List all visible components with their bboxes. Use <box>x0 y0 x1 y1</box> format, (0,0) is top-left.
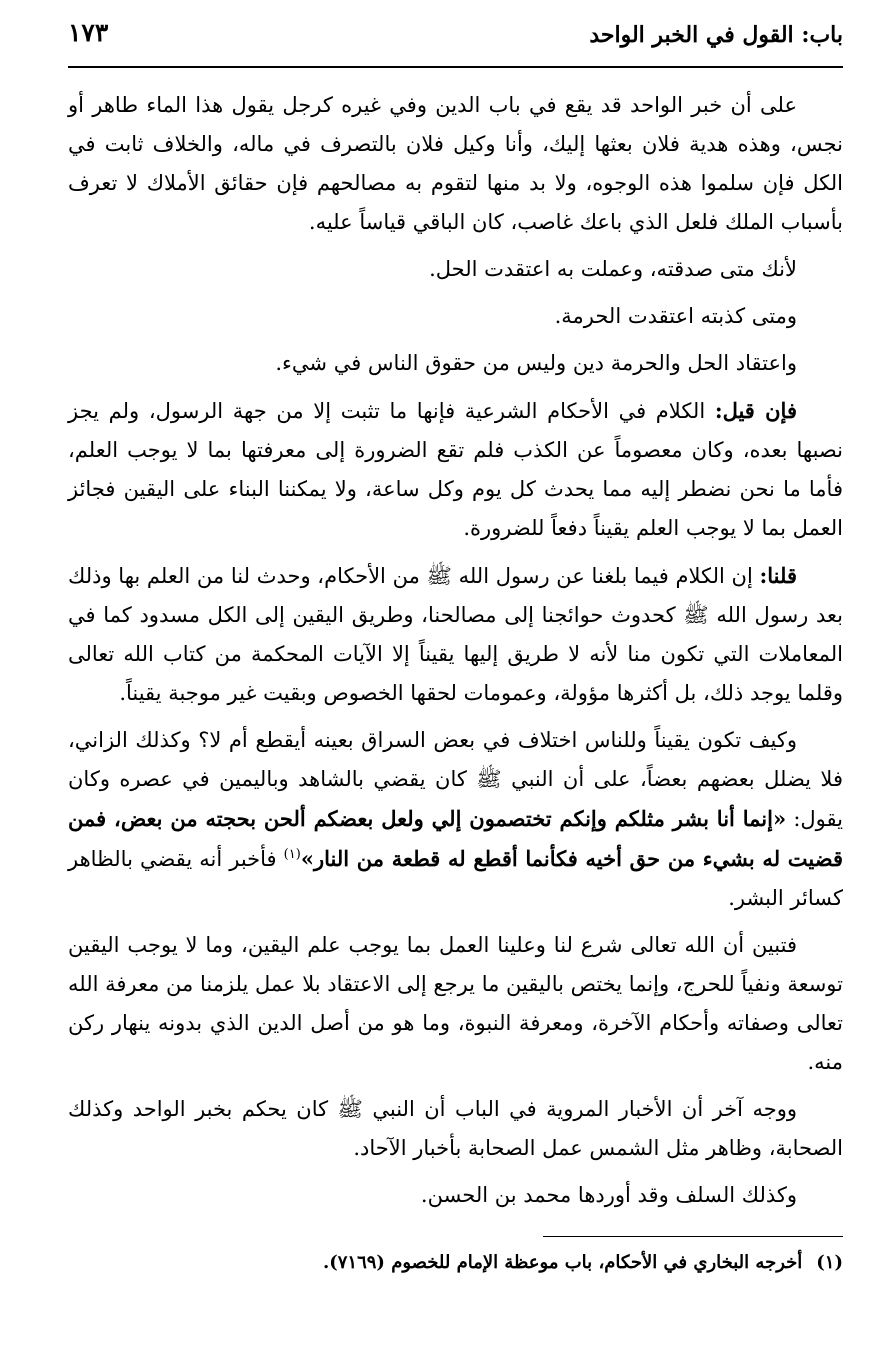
header-divider <box>68 66 843 68</box>
chapter-title: باب: القول في الخبر الواحد <box>589 22 843 48</box>
paragraph-8: فتبين أن الله تعالى شرع لنا وعلينا العمل بما يوجب علم اليقين، وما لا يوجب اليقين توسعة ونفياً للحرج، وإنما يختص باليقين ما يرجع إلى الاعتقاد بلا عمل يلزمنا من معرفة الله تعالى وصفاته وأحكام الآخرة، ومعرفة النبوة، وما هو من أصل الدين الذي بدونه ينهار ركن منه. <box>67 933 843 1074</box>
hadith-quote: «إنما أنا بشر مثلكم وإنكم تختصمون إلي ولعل بعضكم ألحن بحجته من بعض، فمن قضيت له بشيء من حق أخيه فكأنما أقطع له قطعة من النار» <box>68 806 844 871</box>
paragraph-10: وكذلك السلف وقد أوردها محمد بن الحسن. <box>420 1183 797 1207</box>
paragraph-7-intro: وكيف تكون يقيناً وللناس اختلاف في بعض السراق بعينه أيقطع أم لا؟ وكذلك الزاني، فلا يضلل بعضهم بعضاً، على أن النبي ﷺ كان يقضي بالشاهد وباليمين في عصره وكان يقول: <box>68 728 843 831</box>
paragraph-5 <box>68 391 843 548</box>
page-header <box>68 18 843 64</box>
page-number: ١٧٣ <box>68 18 109 47</box>
paragraph-7 <box>68 721 843 918</box>
paragraph-2: لأنك متى صدقته، وعملت به اعتقدت الحل. <box>429 257 797 281</box>
objection-lead: فإن قيل: <box>714 398 797 423</box>
footnote-reference[interactable]: (١) <box>283 847 301 862</box>
paragraph-6 <box>68 556 843 713</box>
response-lead: قلنا: <box>759 563 797 588</box>
objection-text: الكلام في الأحكام الشرعية فإنها ما تثبت إلا من جهة الرسول، ولم يجز نصبها بعده، وكان معصوماً عن الكذب فلم تقع الضرورة إلى معرفتها بما لا يوجب العلم، فأما ما نحن نضطر إليه مما يحدث كل يوم وكل ساعة، ولا يمكننا البناء على اليقين فجائز العمل بما لا يوجب العلم يقيناً دفعاً للضرورة. <box>68 399 843 540</box>
main-text <box>68 86 843 1223</box>
footnote-divider <box>543 1236 843 1237</box>
paragraph-7-conclusion: فأخبر أنه يقضي بالظاهر كسائر البشر. <box>68 847 843 910</box>
response-text: إن الكلام فيما بلغنا عن رسول الله ﷺ من الأحكام، وحدث لنا من العلم بها وذلك بعد رسول الله ﷺ كحدوث حوائجنا إلى مصالحنا، وطريق اليقين إلى الكل مسدود كما في المعاملات التي تكون منا لأنه لا طريق إليها يقيناً إلا الآيات المحكمة من كتاب الله تعالى وقلما يوجد ذلك، بل أكثرها مؤولة، وعمومات لحقها الخصوص وبقيت غير موجبة يقيناً. <box>68 564 843 705</box>
footnote-text: أخرجه البخاري في الأحكام، باب موعظة الإمام للخصوم (٧١٦٩). <box>322 1252 803 1273</box>
footnote-number: (١) <box>816 1252 843 1273</box>
footnote <box>68 1248 843 1278</box>
paragraph-4: واعتقاد الحل والحرمة دين وليس من حقوق الناس في شيء. <box>275 351 797 375</box>
paragraph-1: على أن خبر الواحد قد يقع في باب الدين وفي غيره كرجل يقول هذا الماء طاهر أو نجس، وهذه هدية فلان بعثها إليك، وأنا وكيل فلان بالتصرف في ماله، والخلاف ثابت في الكل فإن سلموا هذه الوجوه، ولا بد منها لتقوم به مصالحهم فإن حقائق الأملاك لا تعرف بأسباب الملك فلعل الذي باعك غاصب، كان الباقي قياساً عليه. <box>68 93 843 234</box>
paragraph-9: ووجه آخر أن الأخبار المروية في الباب أن النبي ﷺ كان يحكم بخبر الواحد وكذلك الصحابة، وظاهر مثل الشمس عمل الصحابة بأخبار الآحاد. <box>68 1097 843 1160</box>
paragraph-3: ومتى كذبته اعتقدت الحرمة. <box>554 304 797 328</box>
